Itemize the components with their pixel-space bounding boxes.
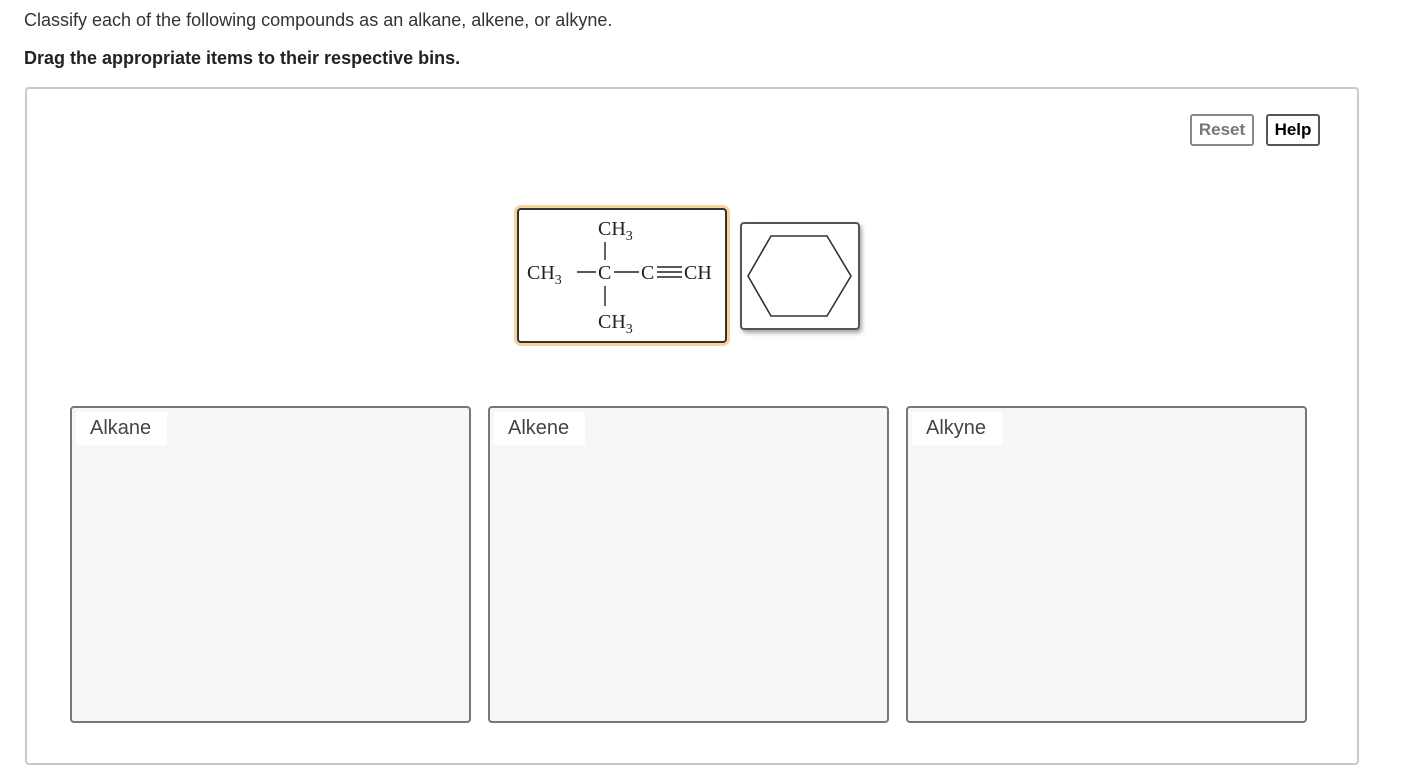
bin-alkene[interactable] — [488, 406, 889, 723]
draggable-item-cyclohexane[interactable] — [740, 222, 860, 330]
cyclohexane-structure-icon — [742, 224, 858, 328]
bin-alkyne-label: Alkyne — [912, 412, 1002, 445]
terminal-ch-label: CH — [684, 262, 712, 284]
drag-instruction-text: Drag the appropriate items to their respective bins. — [24, 48, 461, 68]
left-methyl-label: $CH_3$ — [527, 262, 562, 288]
bin-alkane[interactable] — [70, 406, 471, 723]
bin-alkyne[interactable] — [906, 406, 1307, 723]
bottom-methyl-label: $CH_3$ — [598, 311, 633, 337]
dimethylbutyne-structure-icon — [519, 210, 725, 341]
reset-button[interactable]: Reset — [1190, 114, 1254, 146]
top-methyl-label: $CH_3$ — [598, 218, 633, 244]
draggable-item-dimethylbutyne[interactable] — [517, 208, 727, 343]
help-button[interactable]: Help — [1266, 114, 1320, 146]
quaternary-carbon-label: C — [598, 262, 612, 284]
bin-alkane-label: Alkane — [76, 412, 167, 445]
alkyne-carbon-label: C — [641, 262, 655, 284]
instruction-text: Classify each of the following compounds as an alkane, alkene, or alkyne. — [24, 10, 613, 30]
bin-alkene-label: Alkene — [494, 412, 585, 445]
